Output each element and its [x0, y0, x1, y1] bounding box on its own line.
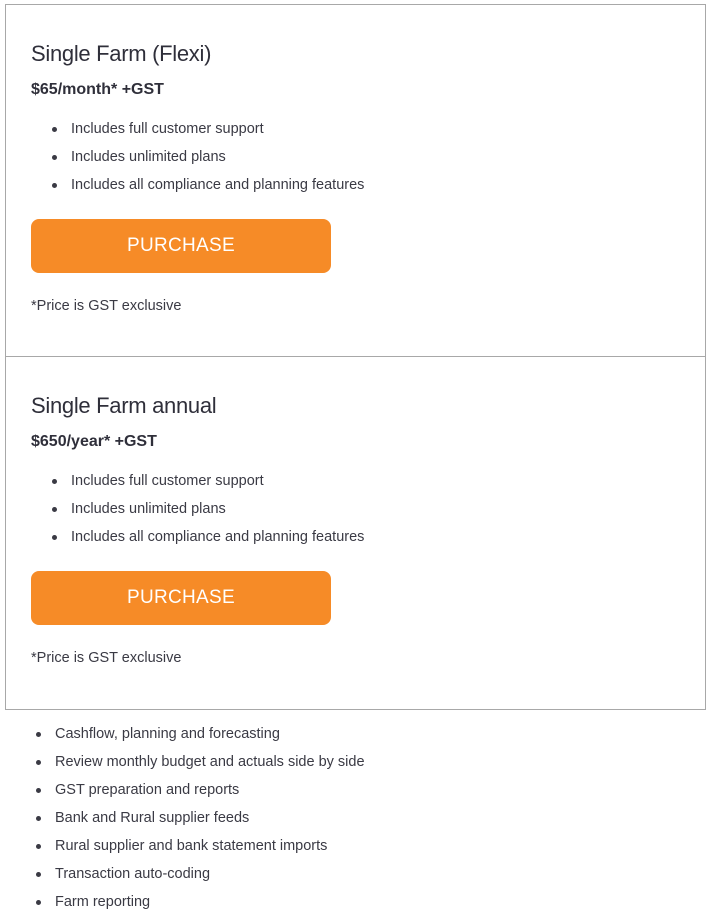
plan-feature-item: Includes unlimited plans: [52, 499, 364, 527]
price-footnote: *Price is GST exclusive: [31, 298, 182, 314]
plan-price: $65/month* +GST: [31, 81, 164, 98]
plan-feature-item: Includes full customer support: [52, 471, 364, 499]
feature-list: [36, 724, 365, 912]
plan-feature-list: [52, 471, 364, 555]
feature-item: Review monthly budget and actuals side by side: [36, 752, 365, 780]
plan-title: Single Farm (Flexi): [31, 41, 212, 66]
plan-feature-item: Includes all compliance and planning features: [52, 175, 364, 203]
plan-feature-item: Includes full customer support: [52, 119, 364, 147]
plan-price: $650/year* +GST: [31, 433, 157, 450]
purchase-button-annual[interactable]: PURCHASE: [31, 571, 331, 625]
feature-item: GST preparation and reports: [36, 780, 365, 808]
plan-title: Single Farm annual: [31, 393, 217, 418]
feature-item: Rural supplier and bank statement imports: [36, 836, 365, 864]
feature-item: Farm reporting: [36, 892, 365, 912]
purchase-button-flexi[interactable]: PURCHASE: [31, 219, 331, 273]
plan-card-annual: [5, 356, 706, 710]
feature-item: Cashflow, planning and forecasting: [36, 724, 365, 752]
price-footnote: *Price is GST exclusive: [31, 650, 182, 666]
feature-item: Transaction auto-coding: [36, 864, 365, 892]
plan-feature-list: [52, 119, 364, 203]
plan-feature-item: Includes all compliance and planning features: [52, 527, 364, 555]
plan-feature-item: Includes unlimited plans: [52, 147, 364, 175]
plan-card-flexi: [5, 4, 706, 357]
feature-item: Bank and Rural supplier feeds: [36, 808, 365, 836]
